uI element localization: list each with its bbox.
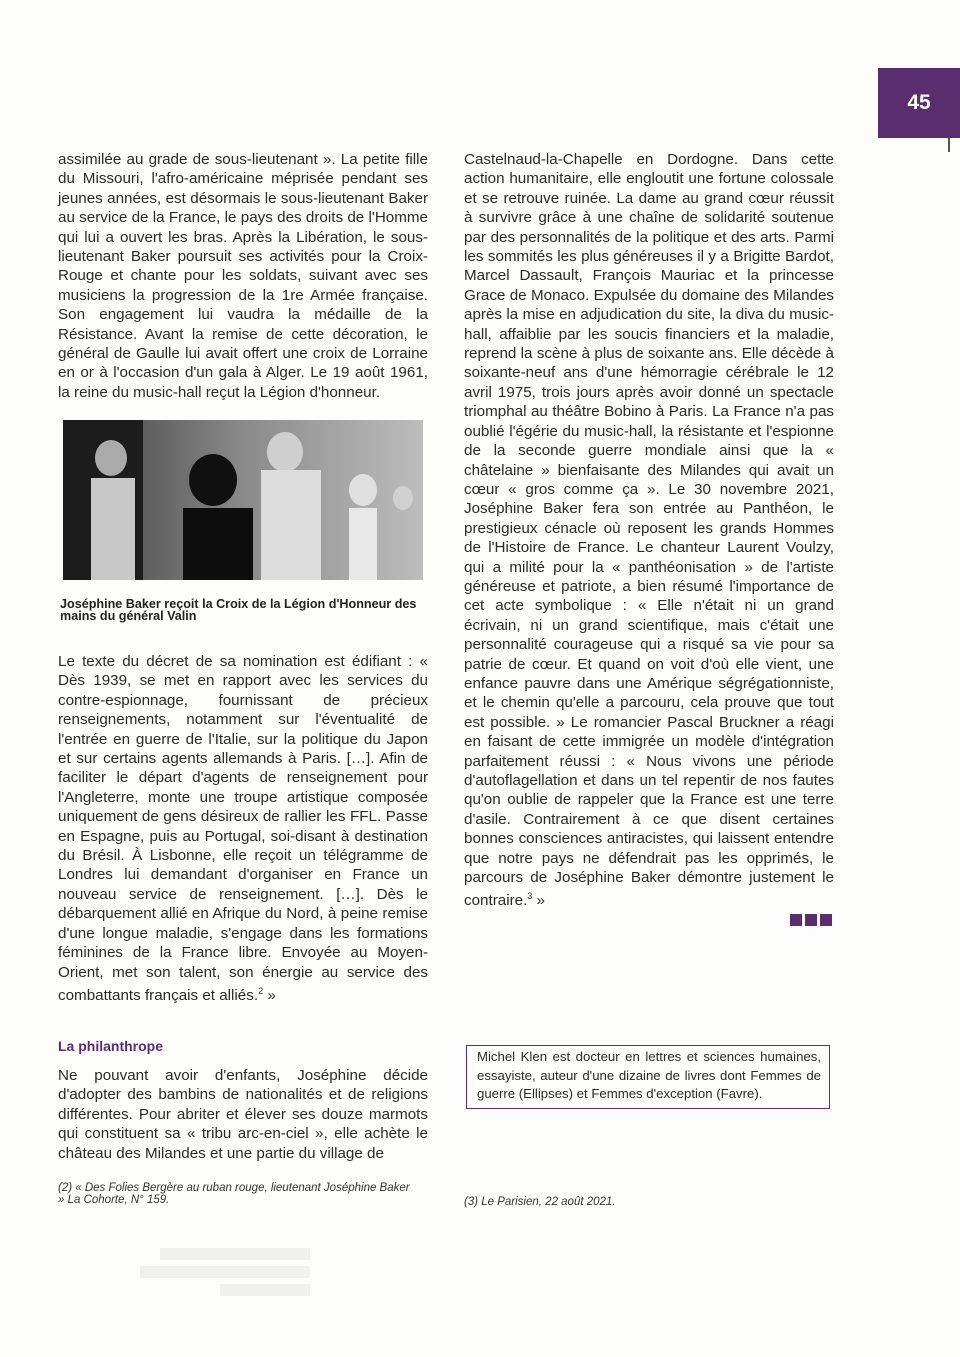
footnote-3: (3) Le Parisien, 22 août 2021. [464,1196,616,1208]
decree-quote-end: » [263,986,276,1004]
photo-illustration [63,420,423,580]
paragraph-decree [58,652,428,1005]
article-column-left-bottom [58,1066,428,1163]
article-column-right [464,150,834,911]
article-column-left-top [58,150,428,402]
paragraph-baker-career: assimilée au grade de sous-lieutenant ». La petite fille du Missouri, l'afro-américaine méprisée pendant ses jeunes années, est désormais le sous-lieutenant Baker au service de la France, le pays des droits de l'Homme qui lui a ouvert les bras. Après la Libération, le sous-lieutenant Baker poursuit ses activités pour la Croix-Rouge et chante pour les soldats, suivant avec ses musiciens la progression de la 1re Armée française. Son engagement lui vaudra la médaille de la Résistance. Avant la remise de cette décoration, le général de Gaulle lui avait offert une croix de Lorraine en or à l'occasion d'un gala à Alger. Le 19 août 1961, la reine du music-hall reçut la Légion d'honneur. [58,151,428,401]
decree-text: Le texte du décret de sa nomination est édifiant : « Dès 1939, se met en rapport avec les services du contre-espionnage, fournissant de précieux renseignements, notamment sur l'éventualité de l'entrée en guerre de l'Italie, sur la politique du Japon et sur certains agents allemands à Paris. […]. Afin de faciliter le départ d'agents de renseignement pour l'Angleterre, monte une troupe artistique composée uniquement de gens désireux de rallier les FFL. Passe en Espagne, puis au Portugal, soi-disant à destination du Brésil. À Lisbonne, elle reçoit un télégramme de Londres lui demandant d'organiser en France un nouveau service de renseignement. […]. Dès le débarquement allié en Afrique du Nord, à peine remise d'une longue maladie, s'engage dans les formations féminines de la France libre. Envoyée au Moyen-Orient, met son talent, son énergie au service des combattants français et alliés. [58,653,428,1004]
end-square [805,914,817,926]
article-column-left-middle [58,652,428,1005]
paragraph-philanthrope: Ne pouvant avoir d'enfants, Joséphine décide d'adopter des bambins de nationalités et de religions différentes. Pour abriter et élever ses douze marmots qui constituent sa « tribu arc-en-ciel », elle achète le château des Milandes et une partie du village de [58,1067,428,1162]
page-number-badge [878,68,960,138]
milandes-quote-end: » [532,892,545,910]
end-square [820,914,832,926]
page-number: 45 [907,91,931,114]
photo-legion-honneur [63,420,423,580]
author-bio-box: Michel Klen est docteur en lettres et sciences humaines, essayiste, auteur d'une dizaine de livres dont Femmes de guerre (Ellipses) et Femmes d'exception (Favre). [466,1045,830,1109]
footnote-ref-3: 3 [527,891,533,902]
milandes-text: Castelnaud-la-Chapelle en Dordogne. Dans cette action humanitaire, elle engloutit une fortune colossale et se retrouve ruinée. La dame au grand cœur réussit à survivre grâce à une chaîne de solidarité soutenue par des personnalités de la politique et des arts. Parmi les sommités les plus généreuses il y a Brigitte Bardot, Marcel Dassault, François Mauriac et la princesse Grace de Monaco. Expulsée du domaine des Milandes après la mise en adjudication du site, la diva du music-hall, affaiblie par les soucis financiers et la maladie, reprend la scène à plus de soixante ans. Elle décède à soixante-neuf ans d'une hémorragie cérébrale le 12 avril 1975, trois jours après avoir donné un spectacle triomphal au théâtre Bobino à Paris. La France n'a pas oublié l'égérie du music-hall, la résistante et l'espionne de la seconde guerre mondiale ainsi que la « châtelaine » bienfaisante des Milandes qui avait un cœur « gros comme ça ». Le 30 novembre 2021, Joséphine Baker fera son entrée au Panthéon, le prestigieux cénacle où reposent les grands Hommes de l'Histoire de France. Le chanteur Laurent Voulzy, qui a milité pour la « panthéonisation » de l'artiste généreuse et patriote, a bien résumé l'importance de cet acte symbolique : « Elle n'était ni un grand écrivain, ni un grand scientifique, mais c'était une personnalité courageuse qui a risqué sa vie pour sa patrie de cœur. Et quand on voit d'où elle vient, une enfance pauvre dans une Amérique ségrégationniste, et le chemin qu'elle a parcouru, cela prouve que tout est possible. » Le romancier Pascal Bruckner a réagi en faisant de cette immigrée un modèle d'intégration parfaitement réussi : « Nous vivons une période d'autoflagellation et dans un tel repentir de nos fautes qu'on oublie de rappeler que la France est une terre d'asile. Contrairement à ce que disent certaines bonnes consciences antiracistes, qui laissent entendre que notre pays ne défendrait pas les opprimés, le parcours de Joséphine Baker démontre justement le contraire. [464,151,834,910]
end-square [790,914,802,926]
photo-caption: Joséphine Baker reçoit la Croix de la Légion d'Honneur des mains du général Valin [60,597,417,623]
badge-divider [948,138,950,152]
paragraph-milandes [464,150,834,911]
footnote-ref-2: 2 [258,985,264,996]
show-through-shadow [130,1248,310,1296]
article-end-mark [790,914,832,926]
footnote-2: (2) « Des Folies Bergère au ruban rouge, lieutenant Joséphine Baker » La Cohorte, N° 159. [58,1182,410,1206]
section-heading-philanthrope: La philanthrope [58,1038,163,1054]
